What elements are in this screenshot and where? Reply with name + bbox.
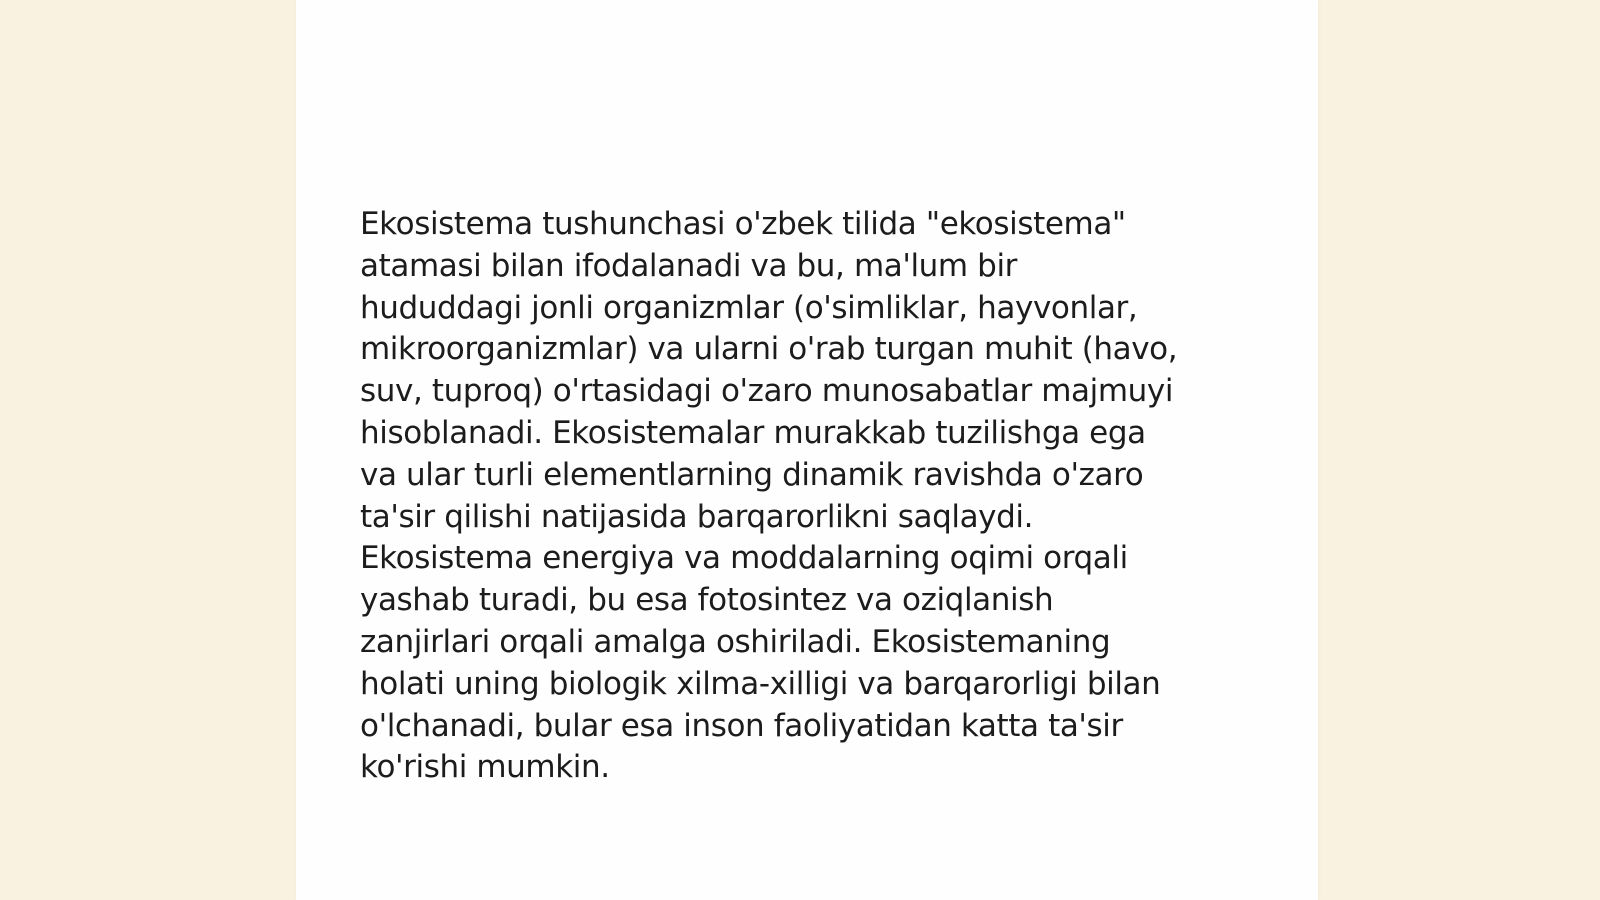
paragraph-line: Ekosistema energiya va moddalarning oqimi orqali — [360, 540, 1128, 577]
paragraph-line: yashab turadi, bu esa fotosintez va oziqlanish — [360, 582, 1054, 619]
paragraph-line: ko'rishi mumkin. — [360, 749, 610, 786]
paragraph-line: atamasi bilan ifodalanadi va bu, ma'lum bir — [360, 247, 1018, 284]
left-margin-panel — [0, 0, 296, 900]
paragraph-line: Ekosistema tushunchasi o'zbek tilida "ekosistema" — [360, 206, 1126, 242]
body-paragraph — [360, 204, 1260, 789]
paragraph-line: holati uning biologik xilma-xilligi va barqarorligi bilan — [360, 665, 1161, 702]
document-page — [296, 0, 1318, 900]
paragraph-line: hududdagi jonli organizmlar (o'simliklar, hayvonlar, — [360, 289, 1138, 326]
paragraph-line: va ular turli elementlarning dinamik ravishda o'zaro — [360, 456, 1144, 493]
paragraph-line: o'lchanadi, bular esa inson faoliyatidan katta ta'sir — [360, 707, 1123, 744]
paragraph-line: suv, tuproq) o'rtasidagi o'zaro munosabatlar majmuyi — [360, 373, 1174, 410]
paragraph-line: mikroorganizmlar) va ularni o'rab turgan muhit (havo, — [360, 331, 1178, 368]
paragraph-line: ta'sir qilishi natijasida barqarorlikni saqlaydi. — [360, 498, 1034, 535]
paragraph-line: zanjirlari orqali amalga oshiriladi. Ekosistemaning — [360, 623, 1111, 660]
right-margin-panel — [1318, 0, 1600, 900]
paragraph-line: hisoblanadi. Ekosistemalar murakkab tuzilishga ega — [360, 414, 1146, 451]
